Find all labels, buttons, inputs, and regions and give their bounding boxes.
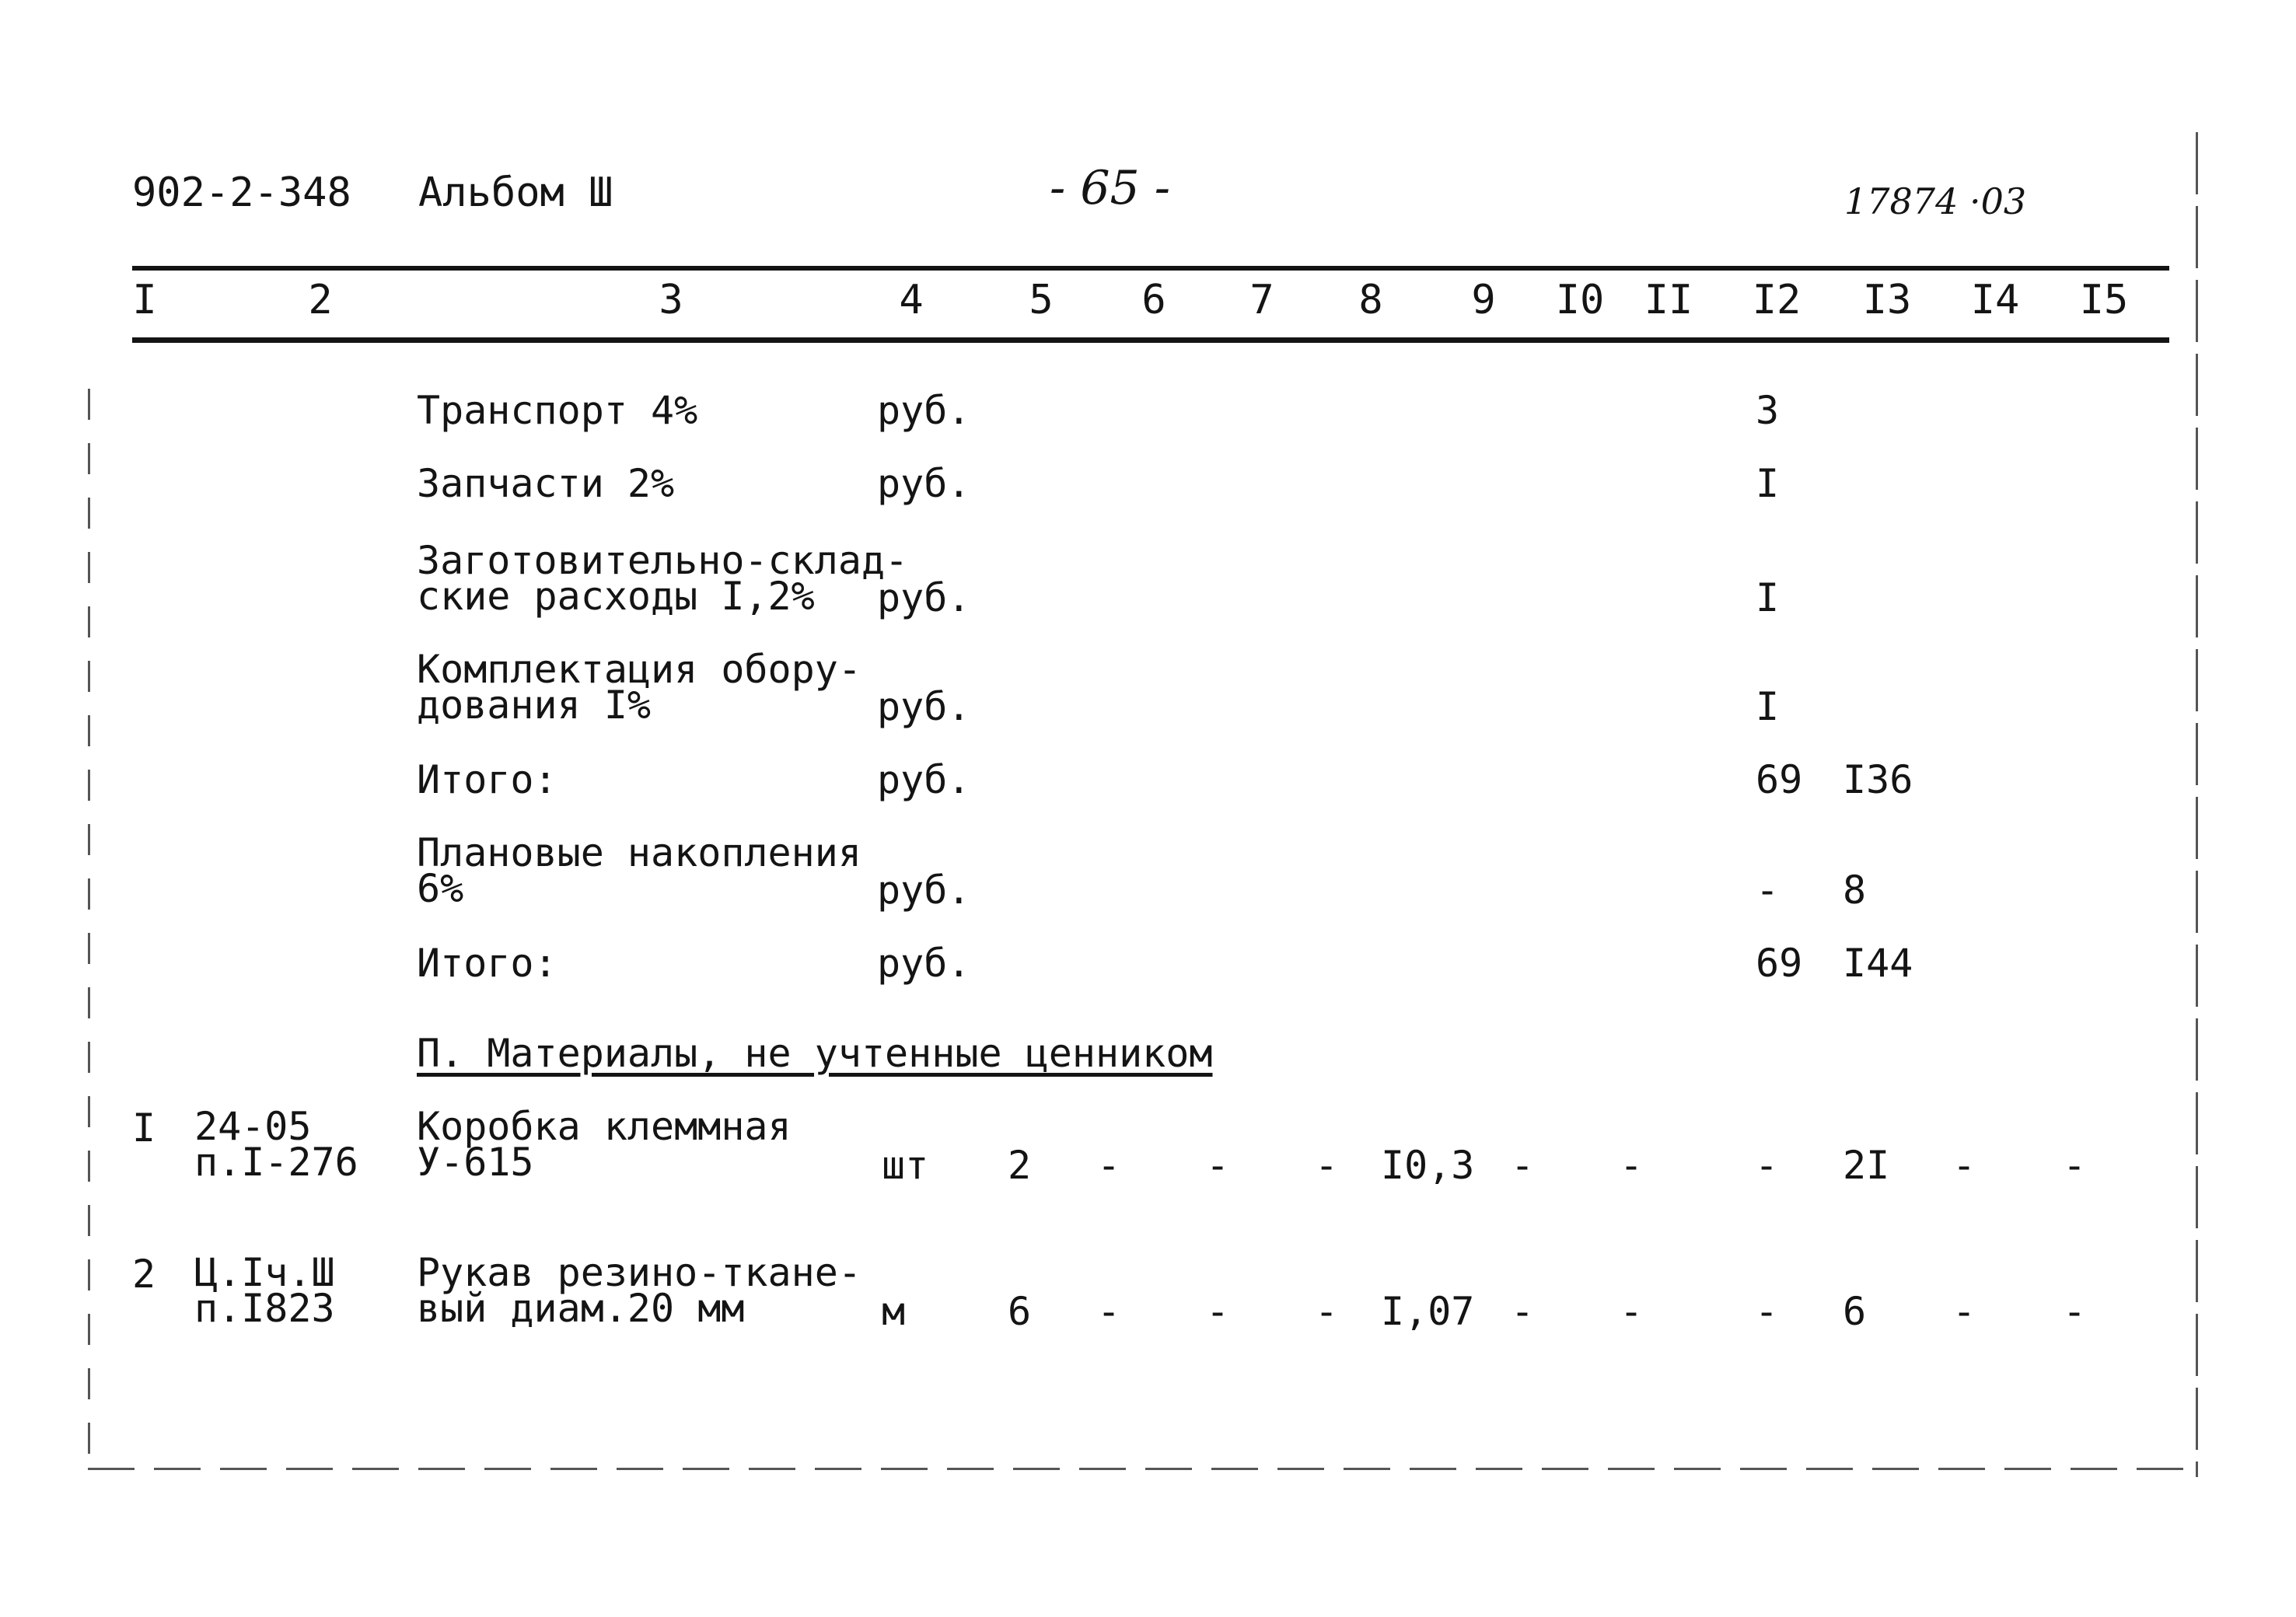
- material-col11: -: [1619, 1143, 1644, 1188]
- cost-row-col12: -: [1756, 868, 1780, 913]
- column-number: 6: [1141, 277, 1166, 323]
- cost-row-col12: I: [1756, 575, 1780, 620]
- material-quantity: 2: [1008, 1143, 1032, 1188]
- material-col15: -: [2062, 1289, 2087, 1334]
- material-col10: -: [1510, 1289, 1535, 1334]
- column-number: 3: [659, 277, 683, 323]
- material-col8: -: [1314, 1143, 1339, 1188]
- material-col11: -: [1619, 1289, 1644, 1334]
- cost-row-name-line2: 6%: [417, 866, 464, 911]
- cost-row-name-line2: ские расходы I,2%: [417, 574, 815, 619]
- cost-row-name-line2: дования I%: [417, 683, 652, 728]
- cost-row-unit: руб.: [877, 941, 971, 986]
- album-label: Альбом Ш: [418, 169, 613, 216]
- cost-row-unit: руб.: [877, 868, 971, 913]
- column-number: 9: [1471, 277, 1496, 323]
- material-code-line2: п.I-276: [194, 1140, 358, 1185]
- column-number: I2: [1752, 277, 1802, 323]
- column-number: II: [1644, 277, 1693, 323]
- column-number: I: [132, 277, 157, 323]
- material-number: 2: [132, 1252, 156, 1297]
- cost-row-col12: I: [1756, 684, 1780, 729]
- material-code-line1: 24-05: [194, 1104, 312, 1149]
- material-col14: -: [1952, 1143, 1976, 1188]
- material-code-line1: Ц.Iч.Ш: [194, 1250, 335, 1295]
- header-top-rule: [132, 266, 2169, 271]
- material-name-line1: Рукав резино-ткане-: [417, 1250, 861, 1295]
- material-col6: -: [1096, 1289, 1121, 1334]
- cost-row-col13: I36: [1843, 757, 1913, 802]
- cost-row-name: Итого:: [417, 757, 557, 802]
- document-code: 902-2-348: [132, 169, 351, 216]
- material-col10: -: [1510, 1143, 1535, 1188]
- cost-row-col13: 8: [1843, 868, 1867, 913]
- handwritten-reference: 17874 ·03: [1844, 180, 2027, 222]
- material-name-line1: Коробка клеммная: [417, 1104, 792, 1149]
- material-col12: -: [1754, 1289, 1779, 1334]
- column-number: I0: [1555, 277, 1605, 323]
- column-number: 8: [1358, 277, 1383, 323]
- material-quantity: 6: [1008, 1289, 1032, 1334]
- cost-row-name: Транспорт 4%: [417, 388, 698, 433]
- material-col7: -: [1205, 1289, 1230, 1334]
- material-code-line2: п.I823: [194, 1286, 335, 1331]
- material-price: I,07: [1381, 1289, 1475, 1334]
- material-unit: м: [882, 1289, 906, 1334]
- cost-row-col12: 69: [1756, 757, 1803, 802]
- cost-row-unit: руб.: [877, 388, 971, 433]
- material-col13: 2I: [1843, 1143, 1890, 1188]
- header-bottom-rule: [132, 337, 2169, 343]
- page-number: - 65 -: [1050, 161, 1171, 215]
- column-number: I3: [1862, 277, 1912, 323]
- column-number: 2: [308, 277, 333, 323]
- cost-row-col12: 69: [1756, 941, 1803, 986]
- material-col8: -: [1314, 1289, 1339, 1334]
- column-number: 5: [1029, 277, 1054, 323]
- material-name-line2: У-615: [417, 1140, 534, 1185]
- cost-row-unit: руб.: [877, 575, 971, 620]
- cost-row-name-line1: Плановые накопления: [417, 830, 861, 875]
- material-col6: -: [1096, 1143, 1121, 1188]
- frame-bottom-edge: [88, 1468, 2198, 1470]
- cost-row-name: Итого:: [417, 941, 557, 986]
- frame-left-edge: [88, 389, 90, 1469]
- frame-right-edge: [2196, 132, 2198, 1477]
- column-number: I4: [1970, 277, 2020, 323]
- material-col14: -: [1952, 1289, 1976, 1334]
- cost-row-name-line1: Заготовительно-склад-: [417, 538, 909, 583]
- cost-row-unit: руб.: [877, 461, 971, 506]
- material-col13: 6: [1843, 1289, 1867, 1334]
- cost-row-name: Запчасти 2%: [417, 461, 675, 506]
- material-price: I0,3: [1381, 1143, 1475, 1188]
- column-number: I5: [2079, 277, 2129, 323]
- cost-row-unit: руб.: [877, 684, 971, 729]
- material-col15: -: [2062, 1143, 2087, 1188]
- material-unit: шт: [882, 1143, 929, 1188]
- material-number: I: [132, 1105, 156, 1151]
- cost-row-col12: I: [1756, 461, 1780, 506]
- section-title: П. Материалы, не учтенные ценником: [417, 1031, 1213, 1076]
- column-number: 7: [1249, 277, 1274, 323]
- cost-row-name-line1: Комплектация обору-: [417, 647, 861, 692]
- cost-row-col12: 3: [1756, 388, 1780, 433]
- material-col7: -: [1205, 1143, 1230, 1188]
- column-number: 4: [899, 277, 924, 323]
- material-col12: -: [1754, 1143, 1779, 1188]
- material-name-line2: вый диам.20 мм: [417, 1286, 745, 1331]
- cost-row-unit: руб.: [877, 757, 971, 802]
- cost-row-col13: I44: [1843, 941, 1913, 986]
